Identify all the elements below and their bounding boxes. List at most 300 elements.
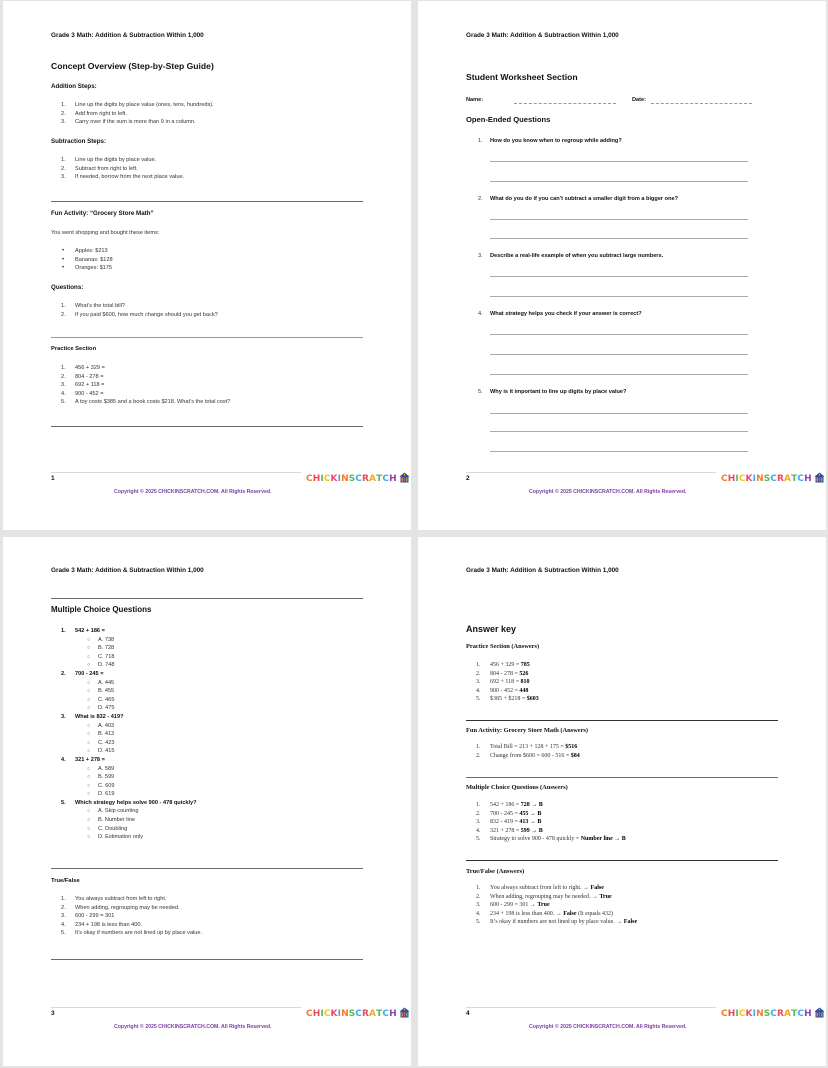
answer-line[interactable] bbox=[490, 238, 748, 239]
logo-letter: R bbox=[362, 474, 370, 484]
mcq-title: Multiple Choice Questions bbox=[51, 605, 152, 614]
option-text: A. 738 bbox=[98, 636, 115, 643]
answer-number: 4. bbox=[476, 687, 481, 694]
answer-number: 4. bbox=[476, 827, 481, 834]
copyright-text: Copyright © 2025 CHICKINSCRATCH.COM. All Rights Reserved. bbox=[114, 489, 272, 495]
list-item: 2. Subtract from right to left. bbox=[61, 165, 138, 172]
option-text: C. 423 bbox=[98, 739, 115, 746]
option-circle-icon[interactable]: ○ bbox=[87, 731, 91, 738]
answer-item bbox=[466, 810, 626, 819]
mcq-option[interactable] bbox=[51, 739, 197, 748]
question-number: 5. bbox=[61, 799, 66, 806]
option-text: C. Doubling bbox=[98, 825, 128, 832]
answer-number: 3. bbox=[476, 819, 481, 826]
option-circle-icon[interactable]: ○ bbox=[87, 636, 91, 643]
schoolhouse-icon bbox=[814, 1007, 825, 1021]
answer-expression: Change from $600 = 600 - 516 = bbox=[490, 752, 571, 759]
mcq-option[interactable] bbox=[51, 807, 197, 816]
option-circle-icon[interactable]: ○ bbox=[87, 688, 91, 695]
option-circle-icon[interactable]: ○ bbox=[87, 696, 91, 703]
logo-letter: C bbox=[721, 474, 728, 484]
answer-number: 5. bbox=[476, 836, 481, 843]
activity-answers-list bbox=[466, 743, 580, 760]
option-circle-icon[interactable]: ○ bbox=[87, 765, 91, 772]
logo-letter: H bbox=[389, 1009, 397, 1019]
worksheet-title: Student Worksheet Section bbox=[466, 72, 578, 82]
list-item: 4. 234 + 198 is less than 400. bbox=[61, 921, 143, 928]
mcq-option[interactable] bbox=[51, 765, 197, 774]
open-question-1: 1. How do you know when to regroup while adding? bbox=[478, 138, 622, 144]
answer-item bbox=[466, 884, 637, 893]
answer-number: 2. bbox=[476, 810, 481, 817]
option-text: A. 403 bbox=[98, 722, 115, 729]
logo-letter: C bbox=[355, 474, 363, 484]
logo-letter: C bbox=[738, 1009, 746, 1019]
answer-expression: Strategy to solve 900 - 478 quickly = bbox=[490, 836, 581, 843]
answer-number: 5. bbox=[476, 919, 481, 926]
logo-letter: A bbox=[369, 474, 377, 484]
answer-expression: 542 + 186 = bbox=[490, 802, 521, 808]
answer-value: False bbox=[590, 885, 604, 891]
fun-activity-heading: Fun Activity: “Grocery Store Math” bbox=[51, 210, 154, 217]
mcq-list bbox=[51, 627, 197, 842]
answer-item bbox=[466, 661, 539, 670]
answer-value: 785 bbox=[520, 662, 530, 668]
true-false-heading: True/False bbox=[51, 878, 80, 884]
logo-letter: N bbox=[341, 1009, 349, 1019]
option-circle-icon[interactable]: ○ bbox=[87, 782, 91, 789]
question-number: 3. bbox=[61, 713, 66, 720]
list-item: 2. 804 - 278 = bbox=[61, 373, 104, 380]
answer-value: 455 → B bbox=[519, 810, 542, 817]
answer-expression: It’s okay if numbers are not lined up by place value. → bbox=[490, 919, 624, 926]
mcq-option[interactable] bbox=[51, 704, 197, 713]
mcq-question bbox=[51, 756, 197, 765]
document-header: Grade 3 Math: Addition & Subtraction Within 1,000 bbox=[51, 32, 204, 39]
copyright-text: Copyright © 2025 CHICKINSCRATCH.COM. All Rights Reserved. bbox=[529, 489, 687, 495]
answer-expression: You always subtract from left to right. → bbox=[490, 885, 591, 891]
answer-expression: $385 + $218 = bbox=[490, 696, 527, 703]
mcq-answers-heading: Multiple Choice Questions (Answers) bbox=[466, 784, 568, 791]
option-text: B. Number line bbox=[98, 817, 135, 824]
option-text: C. 465 bbox=[98, 696, 115, 703]
option-text: B. 413 bbox=[98, 731, 115, 738]
practice-list bbox=[51, 364, 230, 407]
section-divider bbox=[466, 777, 778, 778]
logo-letter: C bbox=[738, 474, 746, 484]
section-divider bbox=[51, 959, 363, 960]
answer-number: 1. bbox=[476, 744, 481, 750]
footer-divider bbox=[466, 472, 716, 473]
question-number: 2. bbox=[61, 670, 66, 677]
logo-letter: I bbox=[735, 474, 739, 484]
schoolhouse-icon bbox=[399, 1007, 410, 1021]
answer-line[interactable] bbox=[490, 374, 748, 375]
subtraction-steps-heading: Subtraction Steps: bbox=[51, 138, 107, 145]
section-divider bbox=[466, 720, 778, 721]
answer-item bbox=[466, 743, 580, 752]
answer-item bbox=[466, 752, 580, 761]
logo-letter: H bbox=[804, 474, 812, 484]
practice-answers-list bbox=[466, 661, 539, 704]
logo-letter: K bbox=[745, 1009, 753, 1019]
list-item: 3. 692 + 118 = bbox=[61, 382, 105, 389]
answer-value: Number line → B bbox=[580, 836, 626, 843]
answer-line[interactable] bbox=[490, 451, 748, 452]
option-text: D. Estimation only bbox=[98, 834, 144, 841]
logo-letter: I bbox=[735, 1009, 739, 1019]
list-item: 4. 900 - 452 = bbox=[61, 390, 104, 397]
answer-item bbox=[466, 910, 637, 919]
answer-item bbox=[466, 835, 626, 844]
schoolhouse-icon bbox=[814, 472, 825, 486]
activity-questions-list bbox=[51, 302, 218, 319]
question-text: 542 + 186 = bbox=[75, 628, 105, 634]
activity-intro: You went shopping and bought these items: bbox=[51, 230, 160, 236]
option-text: D. 415 bbox=[98, 748, 115, 755]
logo-letter: T bbox=[376, 474, 383, 484]
list-item: 2. Add from right to left. bbox=[61, 110, 127, 117]
logo-letter: K bbox=[330, 474, 338, 484]
list-item: 5. It’s okay if numbers are not lined up by place value. bbox=[61, 930, 203, 937]
logo-letter: H bbox=[727, 1009, 736, 1019]
option-circle-icon[interactable]: ○ bbox=[87, 791, 91, 798]
page-number: 3 bbox=[51, 1010, 55, 1017]
open-ended-heading: Open-Ended Questions bbox=[466, 115, 551, 124]
logo-letter: K bbox=[745, 474, 753, 484]
mcq-option[interactable] bbox=[51, 636, 197, 645]
mcq-question bbox=[51, 799, 197, 808]
option-circle-icon[interactable]: ○ bbox=[87, 679, 91, 686]
name-field[interactable] bbox=[514, 98, 616, 104]
answer-value: True bbox=[599, 893, 612, 900]
logo-letter: H bbox=[727, 474, 736, 484]
mcq-option[interactable] bbox=[51, 722, 197, 731]
true-false-answers-heading: True/False (Answers) bbox=[466, 868, 525, 875]
logo-letter: C bbox=[797, 1009, 805, 1019]
logo-letter: S bbox=[348, 1009, 356, 1019]
section-divider bbox=[51, 201, 363, 202]
true-false-answers-list bbox=[466, 884, 637, 927]
answer-number: 4. bbox=[476, 910, 481, 917]
mcq-option[interactable] bbox=[51, 653, 197, 662]
section-divider bbox=[51, 868, 363, 869]
logo-letter: S bbox=[763, 1009, 771, 1019]
answer-expression: 832 - 419 = bbox=[490, 819, 520, 826]
answer-number: 2. bbox=[476, 670, 481, 677]
logo-letter: A bbox=[369, 1009, 377, 1019]
option-circle-icon[interactable]: ○ bbox=[87, 834, 91, 841]
option-circle-icon[interactable]: ○ bbox=[87, 748, 91, 755]
list-item: 1. Line up the digits by place value (ones, tens, hundreds). bbox=[61, 102, 214, 108]
answer-item bbox=[466, 687, 539, 696]
answer-value: 448 bbox=[519, 687, 529, 694]
logo-letter: H bbox=[312, 1009, 321, 1019]
activity-answers-heading: Fun Activity: Grocery Store Math (Answers) bbox=[466, 727, 589, 734]
logo-letter: C bbox=[306, 474, 313, 484]
logo-letter: N bbox=[341, 474, 349, 484]
answer-line[interactable] bbox=[490, 276, 748, 277]
open-question-3: 3. Describe a real-life example of when you subtract large numbers. bbox=[478, 253, 664, 259]
list-item: 2. If you paid $600, how much change should you get back? bbox=[61, 311, 218, 318]
answer-value: $84 bbox=[570, 752, 580, 759]
option-circle-icon[interactable]: ○ bbox=[87, 645, 91, 652]
logo-letter: H bbox=[312, 474, 321, 484]
option-circle-icon[interactable]: ○ bbox=[87, 722, 91, 729]
list-item: 3. Carry over if the sum is more than 9 in a column. bbox=[61, 119, 196, 126]
answer-item bbox=[466, 678, 539, 687]
logo-letter: H bbox=[804, 1009, 812, 1019]
question-number: 1. bbox=[61, 628, 66, 634]
answer-expression: 321 + 278 = bbox=[490, 827, 521, 834]
list-item: • Bananas: $128 bbox=[62, 256, 113, 263]
footer-divider bbox=[51, 1007, 301, 1008]
section-divider bbox=[51, 426, 363, 427]
page-4 bbox=[418, 537, 826, 1066]
answer-expression: 692 + 118 = bbox=[490, 679, 521, 686]
answer-value: False bbox=[623, 919, 638, 926]
answer-expression: Total Bill = 213 + 128 + 175 = bbox=[490, 744, 566, 750]
logo-letter: K bbox=[330, 1009, 338, 1019]
list-item: 5. A toy costs $385 and a book costs $218. What’s the total cost? bbox=[61, 399, 231, 406]
answer-expression: 234 + 198 is less than 400. → bbox=[490, 910, 564, 917]
logo-letter: I bbox=[752, 1009, 757, 1019]
document-header: Grade 3 Math: Addition & Subtraction Within 1,000 bbox=[51, 567, 204, 574]
mcq-option[interactable] bbox=[51, 790, 197, 799]
option-circle-icon[interactable]: ○ bbox=[87, 825, 91, 832]
list-item: • Apples: $213 bbox=[62, 248, 108, 254]
answer-line[interactable] bbox=[490, 334, 748, 335]
name-label: Name: bbox=[466, 97, 484, 103]
list-item: 1. Line up the digits by place value. bbox=[61, 157, 157, 163]
list-item: 1. You always subtract from left to right. bbox=[61, 896, 167, 902]
option-circle-icon[interactable]: ○ bbox=[87, 817, 91, 824]
answer-expression: 700 - 245 = bbox=[490, 810, 520, 817]
option-text: B. 728 bbox=[98, 645, 115, 652]
answer-value: False bbox=[563, 910, 577, 917]
option-circle-icon[interactable]: ○ bbox=[87, 662, 91, 669]
answer-value: 728 → B bbox=[520, 802, 543, 808]
answer-item bbox=[466, 801, 626, 810]
answer-line[interactable] bbox=[490, 219, 748, 220]
list-item: 1. 456 + 329 = bbox=[61, 365, 105, 371]
open-question-4: 4. What strategy helps you check if your answer is correct? bbox=[478, 311, 642, 317]
page-2 bbox=[418, 1, 826, 530]
chickinscratch-logo bbox=[306, 472, 410, 486]
answer-value: 526 bbox=[519, 670, 529, 677]
answer-number: 3. bbox=[476, 679, 481, 686]
option-circle-icon[interactable]: ○ bbox=[87, 739, 91, 746]
page-number: 4 bbox=[466, 1010, 470, 1017]
mcq-option[interactable] bbox=[51, 747, 197, 756]
list-item: 1. What’s the total bill? bbox=[61, 303, 125, 309]
option-text: D. 475 bbox=[98, 705, 115, 712]
logo-letter: I bbox=[320, 474, 324, 484]
page-number: 1 bbox=[51, 475, 55, 482]
chickinscratch-logo bbox=[721, 1007, 825, 1021]
mcq-option[interactable] bbox=[51, 773, 197, 782]
chickinscratch-logo bbox=[306, 1007, 410, 1021]
answer-line[interactable] bbox=[490, 431, 748, 432]
answer-expression: When adding, regrouping may be needed. → bbox=[490, 893, 600, 900]
logo-letter: C bbox=[323, 474, 331, 484]
logo-letter: S bbox=[763, 474, 771, 484]
open-question-2: 2. What do you do if you can’t subtract a smaller digit from a bigger one? bbox=[478, 196, 679, 202]
answer-value: 599 → B bbox=[520, 827, 543, 834]
answer-expression: 804 - 278 = bbox=[490, 670, 520, 677]
logo-letter: I bbox=[752, 474, 757, 484]
answer-expression: 600 - 299 = 301 → bbox=[490, 902, 538, 909]
logo-letter: C bbox=[323, 1009, 331, 1019]
answer-note: (It equals 432) bbox=[576, 910, 614, 917]
mcq-option[interactable] bbox=[51, 730, 197, 739]
answer-number: 1. bbox=[476, 662, 481, 668]
answer-line[interactable] bbox=[490, 354, 748, 355]
logo-letter: C bbox=[382, 1009, 390, 1019]
footer-divider bbox=[466, 1007, 716, 1008]
chickinscratch-logo bbox=[721, 472, 825, 486]
section-divider bbox=[51, 598, 363, 599]
answer-number: 1. bbox=[476, 885, 481, 891]
option-text: C. 718 bbox=[98, 653, 115, 660]
answer-line[interactable] bbox=[490, 181, 748, 182]
subtraction-steps-list bbox=[51, 156, 184, 182]
open-question-5: 5. Why is it important to line up digits by place value? bbox=[478, 389, 627, 395]
mcq-option[interactable] bbox=[51, 644, 197, 653]
section-divider bbox=[51, 337, 363, 338]
list-item: 2. When adding, regrouping may be needed. bbox=[61, 904, 180, 911]
mcq-option[interactable] bbox=[51, 679, 197, 688]
logo-letter: A bbox=[784, 474, 792, 484]
answer-item bbox=[466, 918, 637, 927]
answer-line[interactable] bbox=[490, 296, 748, 297]
option-text: D. 748 bbox=[98, 662, 115, 669]
date-field[interactable] bbox=[651, 98, 752, 104]
question-text: Which strategy helps solve 900 - 478 quickly? bbox=[75, 799, 197, 806]
logo-letter: C bbox=[721, 1009, 728, 1019]
logo-letter: I bbox=[320, 1009, 324, 1019]
answer-value: True bbox=[537, 902, 550, 909]
mcq-option[interactable] bbox=[51, 687, 197, 696]
option-circle-icon[interactable]: ○ bbox=[87, 774, 91, 781]
answer-value: $516 bbox=[565, 744, 578, 750]
answer-value: 810 bbox=[520, 679, 530, 686]
answer-item bbox=[466, 901, 637, 910]
true-false-list bbox=[51, 895, 202, 938]
question-text: 700 - 245 = bbox=[75, 670, 104, 677]
schoolhouse-icon bbox=[399, 472, 410, 486]
copyright-text: Copyright © 2025 CHICKINSCRATCH.COM. All Rights Reserved. bbox=[529, 1024, 687, 1030]
option-circle-icon[interactable]: ○ bbox=[87, 653, 91, 660]
mcq-option[interactable] bbox=[51, 696, 197, 705]
answer-item bbox=[466, 827, 626, 836]
answer-expression: 456 + 329 = bbox=[490, 662, 521, 668]
logo-letter: S bbox=[348, 474, 356, 484]
practice-answers-heading: Practice Section (Answers) bbox=[466, 643, 540, 650]
answer-line[interactable] bbox=[490, 161, 748, 162]
answer-number: 3. bbox=[476, 902, 481, 909]
option-text: D. 619 bbox=[98, 791, 115, 798]
addition-steps-heading: Addition Steps: bbox=[51, 83, 97, 90]
document-header: Grade 3 Math: Addition & Subtraction Within 1,000 bbox=[466, 567, 619, 574]
answer-line[interactable] bbox=[490, 413, 748, 414]
answer-number: 5. bbox=[476, 696, 481, 703]
copyright-text: Copyright © 2025 CHICKINSCRATCH.COM. All Rights Reserved. bbox=[114, 1024, 272, 1030]
logo-letter: R bbox=[362, 1009, 370, 1019]
logo-letter: C bbox=[306, 1009, 313, 1019]
logo-letter: C bbox=[355, 1009, 363, 1019]
answer-expression: 900 - 452 = bbox=[490, 687, 520, 694]
grocery-items-list bbox=[51, 247, 113, 273]
mcq-option[interactable] bbox=[51, 833, 197, 842]
option-circle-icon[interactable]: ○ bbox=[87, 808, 91, 815]
answer-value: 413 → B bbox=[519, 819, 542, 826]
concept-overview-title: Concept Overview (Step-by-Step Guide) bbox=[51, 61, 214, 71]
option-text: A. 589 bbox=[98, 765, 115, 772]
mcq-option[interactable] bbox=[51, 782, 197, 791]
mcq-answers-list bbox=[466, 801, 626, 844]
option-text: B. 599 bbox=[98, 774, 115, 781]
mcq-option[interactable] bbox=[51, 661, 197, 670]
answer-value: $603 bbox=[526, 696, 539, 703]
list-item: 3. 600 - 299 = 301 bbox=[61, 913, 115, 920]
option-text: C. 609 bbox=[98, 782, 115, 789]
logo-letter: I bbox=[337, 474, 342, 484]
option-text: B. 455 bbox=[98, 688, 115, 695]
option-circle-icon[interactable]: ○ bbox=[87, 705, 91, 712]
section-divider bbox=[466, 860, 778, 861]
logo-letter: T bbox=[791, 1009, 798, 1019]
logo-letter: C bbox=[382, 474, 390, 484]
mcq-option[interactable] bbox=[51, 816, 197, 825]
logo-letter: R bbox=[777, 1009, 785, 1019]
mcq-question bbox=[51, 670, 197, 679]
logo-letter: H bbox=[389, 474, 397, 484]
mcq-option[interactable] bbox=[51, 825, 197, 834]
logo-letter: A bbox=[784, 1009, 792, 1019]
question-number: 4. bbox=[61, 756, 66, 763]
question-text: 321 + 278 = bbox=[75, 756, 105, 763]
addition-steps-list bbox=[51, 101, 214, 127]
answer-item bbox=[466, 695, 539, 704]
answer-number: 1. bbox=[476, 802, 481, 808]
mcq-question bbox=[51, 627, 197, 636]
logo-letter: T bbox=[791, 474, 798, 484]
practice-section-heading: Practice Section bbox=[51, 346, 97, 352]
option-text: A. Skip counting bbox=[98, 808, 139, 815]
answer-item bbox=[466, 670, 539, 679]
footer-divider bbox=[51, 472, 301, 473]
answer-item bbox=[466, 893, 637, 902]
logo-letter: N bbox=[756, 474, 764, 484]
questions-heading: Questions: bbox=[51, 284, 84, 291]
list-item: • Oranges: $175 bbox=[62, 265, 113, 272]
answer-item bbox=[466, 818, 626, 827]
document-header: Grade 3 Math: Addition & Subtraction Within 1,000 bbox=[466, 32, 619, 39]
logo-letter: I bbox=[337, 1009, 342, 1019]
answer-number: 2. bbox=[476, 752, 481, 759]
page-1 bbox=[3, 1, 411, 530]
answer-key-title: Answer key bbox=[466, 624, 517, 634]
answer-number: 2. bbox=[476, 893, 481, 900]
logo-letter: C bbox=[770, 1009, 778, 1019]
logo-letter: R bbox=[777, 474, 785, 484]
logo-letter: T bbox=[376, 1009, 383, 1019]
list-item: 3. If needed, borrow from the next place value. bbox=[61, 174, 185, 181]
logo-letter: N bbox=[756, 1009, 764, 1019]
logo-letter: C bbox=[770, 474, 778, 484]
page-3 bbox=[3, 537, 411, 1066]
